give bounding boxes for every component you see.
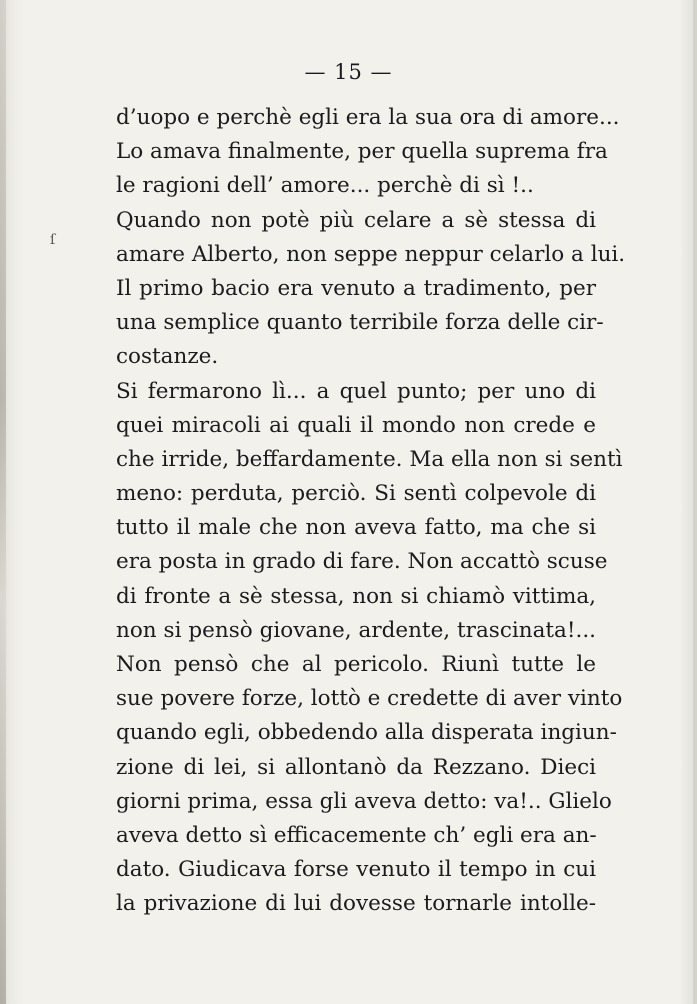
text-line: le ragioni dell’ amore... perchè di sì !.. [116,173,534,199]
page-number: — 15 — [304,60,393,84]
text-line: non si pensò giovane, ardente, trascinata!... [116,617,596,643]
text-line: di fronte a sè stessa, non si chiamò vittima, [116,583,596,609]
text-line: sue povere forze, lottò e credette di aver vinto [116,686,623,712]
text-line: una semplice quanto terribile forza delle cir- [116,310,604,336]
text-line: quando egli, obbedendo alla disperata ingiun- [116,720,617,746]
text-line: quei miracoli ai quali il mondo non crede e [116,412,596,438]
text-line: tutto il male che non aveva fatto, ma che si [116,515,596,541]
text-line: meno: perduta, perciò. Si sentì colpevole di [116,481,596,507]
text-line: zione di lei, si allontanò da Rezzano. Dieci [116,754,596,780]
text-line: Il primo bacio era venuto a tradimento, per [116,275,596,301]
text-line: Quando non potè più celare a sè stessa di [116,207,596,233]
text-line: dato. Giudicava forse venuto il tempo in cui [116,857,596,883]
margin-mark: ſ [50,232,56,248]
text-line: costanze. [116,344,219,370]
text-line: Lo amava finalmente, per quella suprema fra [116,139,608,165]
page-binding-edge [0,0,6,1004]
body-text [116,101,626,922]
text-line: d’uopo e perchè egli era la sua ora di amore... [116,105,620,130]
text-line: che irride, beffardamente. Ma ella non si sentì [116,446,623,472]
text-line: la privazione di lui dovesse tornarle intolle- [116,891,596,917]
text-line: aveva detto sì efficacemente ch’ egli era an- [116,822,597,848]
text-line: amare Alberto, non seppe neppur celarlo a lui. [116,241,626,267]
text-line: Si fermarono lì... a quel punto; per uno di [116,378,596,404]
page-right-edge [693,0,697,1004]
text-line: giorni prima, essa gli aveva detto: va!.. Glielo [116,788,612,814]
text-line: Non pensò che al pericolo. Riunì tutte le [116,652,596,677]
text-line: era posta in grado di fare. Non accattò scuse [116,549,608,575]
